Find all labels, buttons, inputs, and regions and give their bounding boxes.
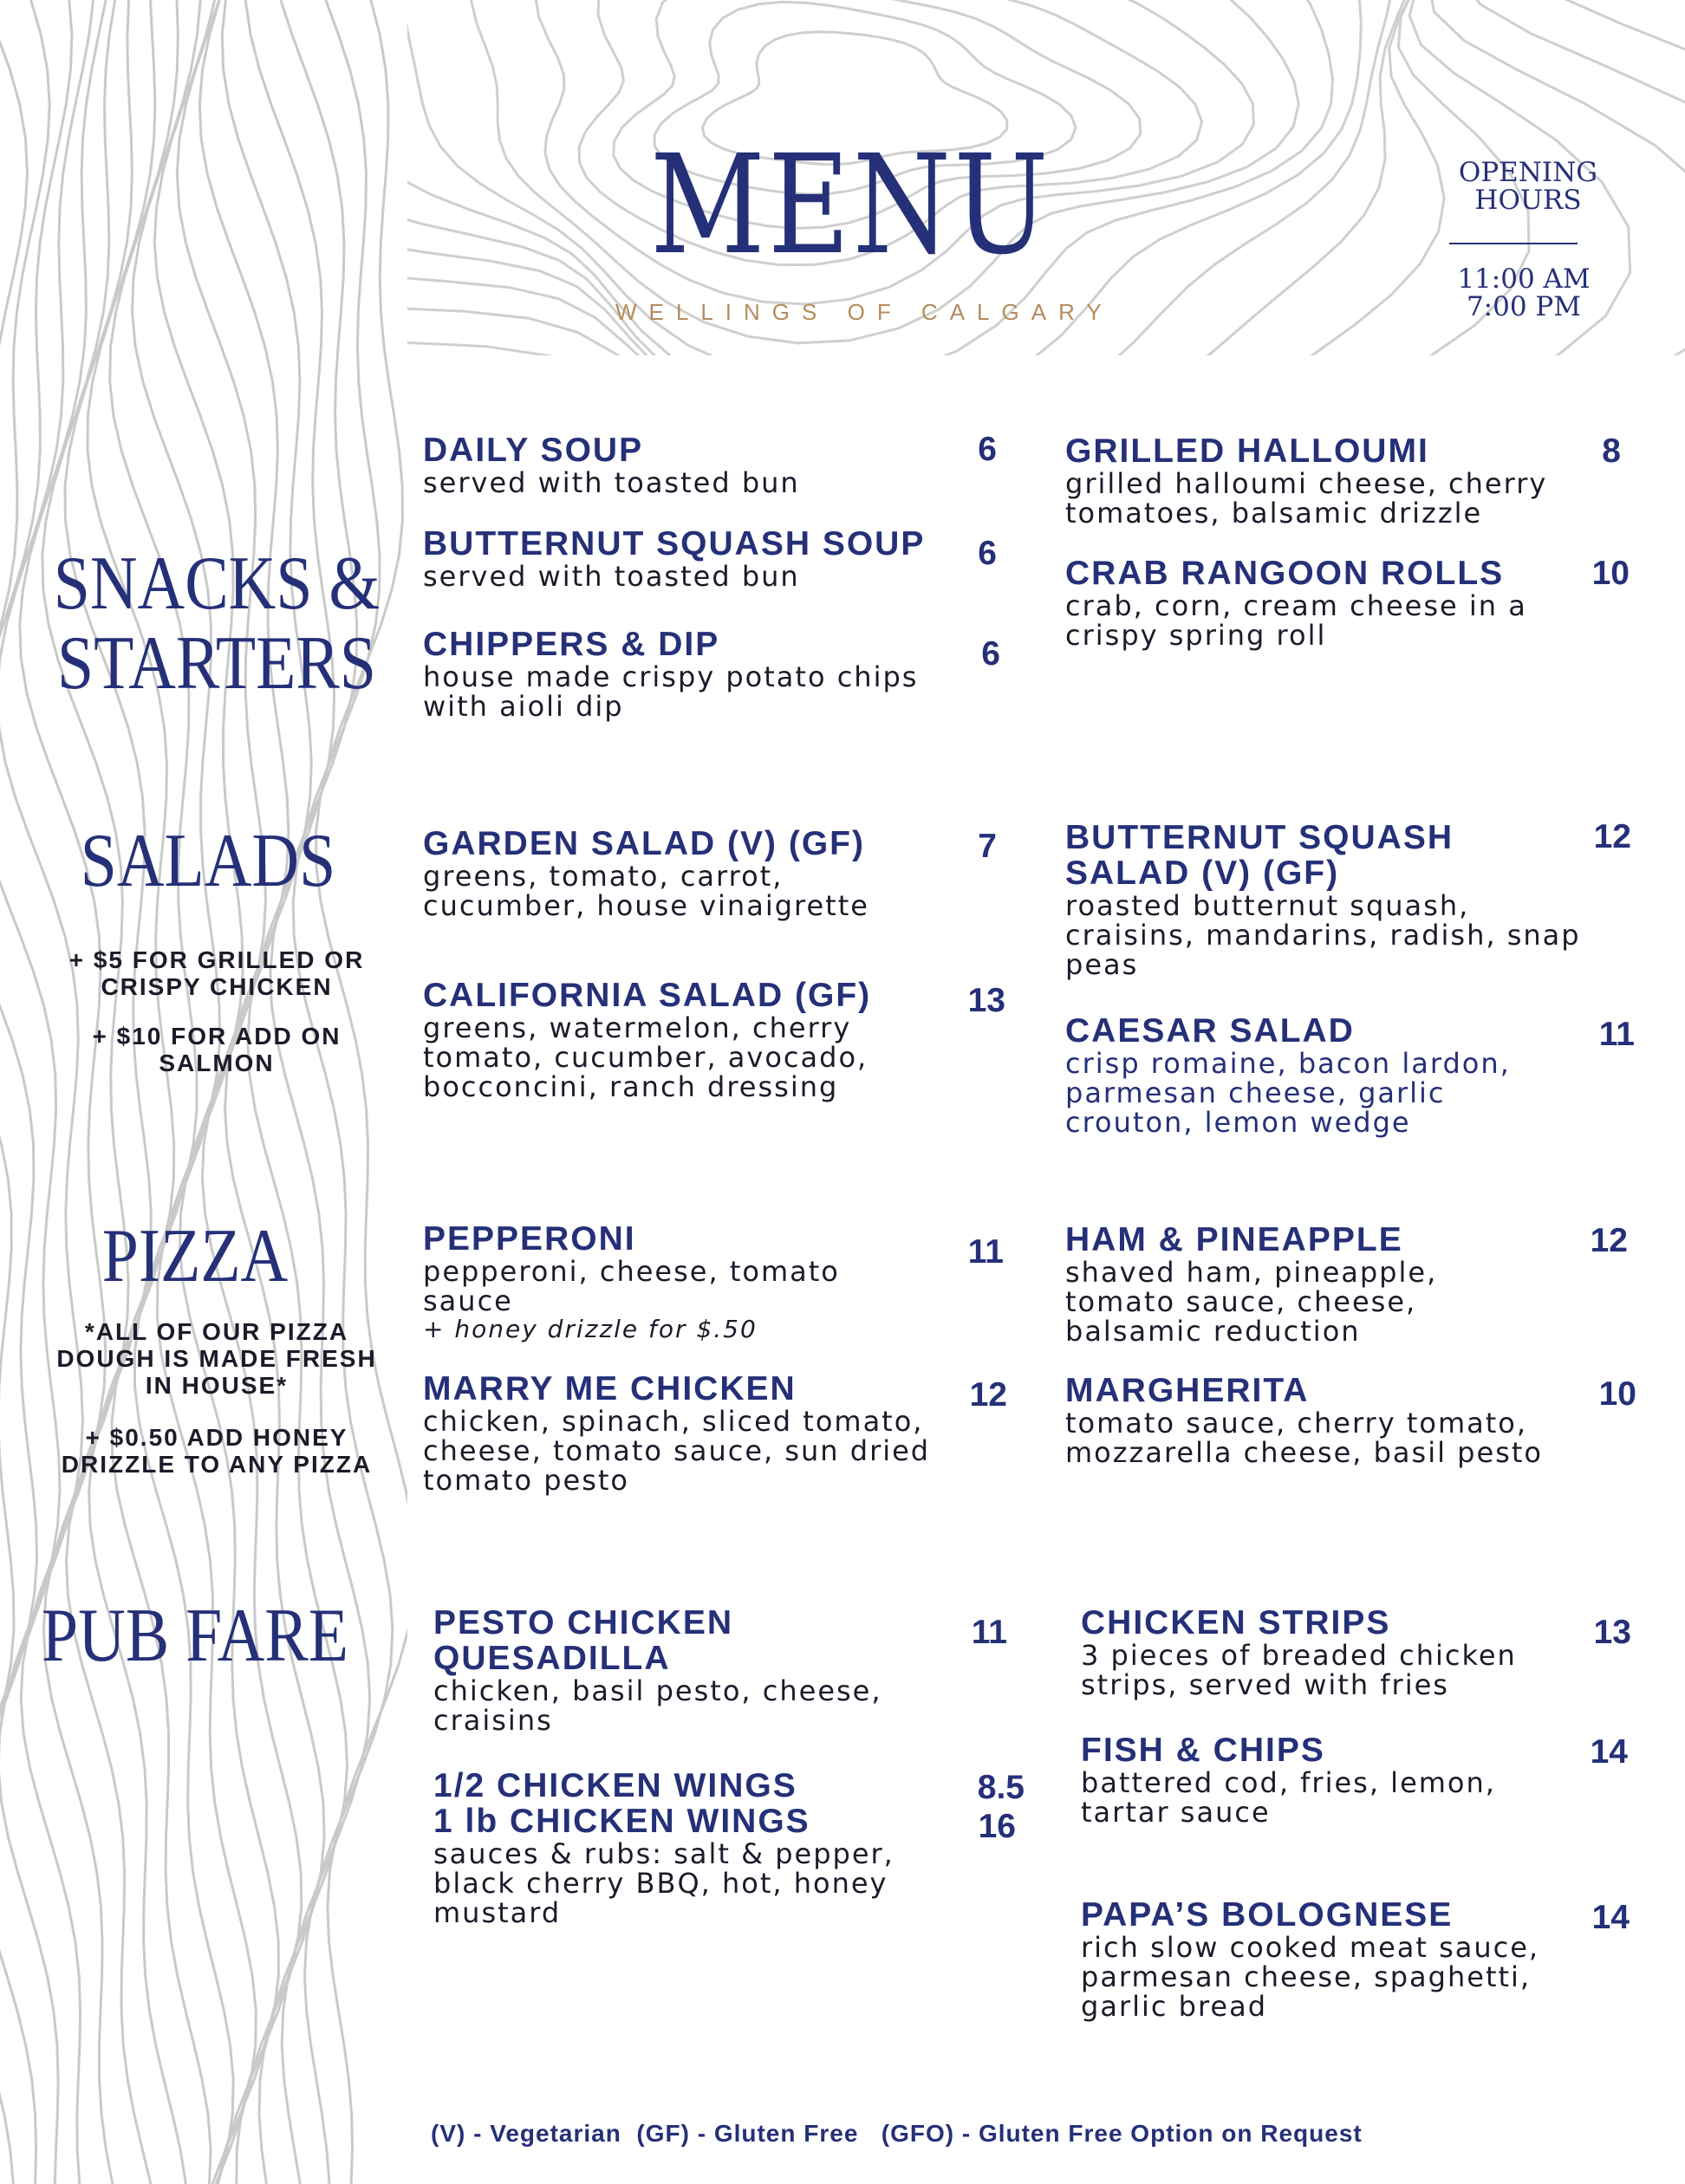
menu-item-margherita: MARGHERITA tomato sauce, cherry tomato, mozzarella cheese, basil pesto xyxy=(1065,1372,1543,1469)
pizza-note-honey: + $0.50 ADD HONEY DRIZZLE TO ANY PIZZA xyxy=(61,1424,373,1478)
price-chicken-strips: 13 xyxy=(1593,1614,1631,1651)
menu-item-caesar-salad: CAESAR SALAD crisp romaine, bacon lardon, parmesan cheese, garlic crouton, lemon wedge xyxy=(1065,1012,1511,1139)
price-butternut-squash-salad: 12 xyxy=(1593,818,1631,855)
opening-hours-label: OPENING HOURS xyxy=(1458,157,1598,216)
legend-vegetarian: (V) - Vegetarian xyxy=(431,2120,621,2147)
menu-item-chicken-strips: CHICKEN STRIPS 3 pieces of breaded chicken strips, served with fries xyxy=(1081,1604,1517,1701)
menu-item-butternut-squash-soup: BUTTERNUT SQUASH SOUP served with toasted bun xyxy=(423,525,926,593)
section-title-pub-fare: PUB FARE xyxy=(42,1594,348,1678)
menu-item-garden-salad: GARDEN SALAD (V) (GF) greens, tomato, carrot, cucumber, house vinaigrette xyxy=(423,825,869,922)
topographic-line xyxy=(0,0,49,2184)
menu-item-chippers-dip: CHIPPERS & DIP house made crispy potato chips with aioli dip xyxy=(423,626,919,723)
price-butternut-squash-soup: 6 xyxy=(978,535,997,572)
topographic-line xyxy=(0,0,94,2184)
price-garden-salad: 7 xyxy=(978,828,997,865)
menu-title: MENU xyxy=(650,126,1051,285)
price-chippers-dip: 6 xyxy=(981,635,1000,673)
price-caesar-salad: 11 xyxy=(1598,1016,1635,1053)
price-ham-pineapple: 12 xyxy=(1590,1222,1628,1259)
legend-gluten-free: (GF) - Gluten Free xyxy=(636,2120,859,2147)
price-margherita: 10 xyxy=(1598,1375,1636,1413)
pizza-note-dough: *ALL OF OUR PIZZA DOUGH IS MADE FRESH IN HOUSE* xyxy=(56,1318,377,1399)
menu-item-marry-me-chicken: MARRY ME CHICKEN chicken, spinach, sliced tomato, cheese, tomato sauce, sun dried tomato pesto xyxy=(423,1370,931,1497)
price-california-salad: 13 xyxy=(967,982,1005,1019)
salads-note-salmon: + $10 FOR ADD ON SALMON xyxy=(92,1023,342,1076)
menu-item-daily-soup: DAILY SOUP served with toasted bun xyxy=(423,432,800,499)
restaurant-name: WELLINGS OF CALGARY xyxy=(615,299,1114,325)
price-grilled-halloumi: 8 xyxy=(1602,432,1621,470)
menu-item-chicken-wings: 1/2 CHICKEN WINGS 1 lb CHICKEN WINGS sauces & rubs: salt & pepper, black cherry BBQ, hot, honey mustard xyxy=(433,1767,895,1929)
price-pesto-chicken-quesadilla: 11 xyxy=(971,1614,1007,1651)
legend-gluten-free-option: (GFO) - Gluten Free Option on Request xyxy=(881,2120,1363,2147)
section-title-pizza: PIZZA xyxy=(101,1214,289,1298)
menu-item-papas-bolognese: PAPA’S BOLOGNESE rich slow cooked meat sauce, parmesan cheese, spaghetti, garlic bread xyxy=(1081,1896,1540,2023)
menu-item-crab-rangoon-rolls: CRAB RANGOON ROLLS crab, corn, cream cheese in a crispy spring roll xyxy=(1065,555,1527,652)
dietary-legend xyxy=(431,2120,1363,2148)
menu-item-pesto-chicken-quesadilla: PESTO CHICKEN QUESADILLA chicken, basil pesto, cheese, craisins xyxy=(433,1604,882,1737)
price-fish-chips: 14 xyxy=(1590,1733,1628,1771)
salads-note-chicken: + $5 FOR GRILLED OR CRISPY CHICKEN xyxy=(68,946,365,1000)
hours-divider xyxy=(1449,243,1578,244)
menu-item-pepperoni: PEPPERONI pepperoni, cheese, tomato sauce + honey drizzle for $.50 xyxy=(423,1220,840,1343)
menu-item-ham-pineapple: HAM & PINEAPPLE shaved ham, pineapple, tomato sauce, cheese, balsamic reduction xyxy=(1065,1221,1438,1348)
price-full-chicken-wings: 16 xyxy=(978,1808,1016,1845)
price-daily-soup: 6 xyxy=(978,431,997,468)
menu-item-fish-chips: FISH & CHIPS battered cod, fries, lemon, tartar sauce xyxy=(1081,1732,1496,1829)
topographic-line xyxy=(293,0,393,2184)
price-crab-rangoon-rolls: 10 xyxy=(1591,555,1630,592)
opening-hours-times: 11:00 AM 7:00 PM xyxy=(1457,263,1591,322)
section-title-salads: SALADS xyxy=(80,819,336,903)
menu-item-grilled-halloumi: GRILLED HALLOUMI grilled halloumi cheese, cherry tomatoes, balsamic drizzle xyxy=(1065,432,1548,530)
menu-item-california-salad: CALIFORNIA SALAD (GF) greens, watermelon, cherry tomato, cucumber, avocado, bocconcini, ranch dressing xyxy=(423,977,872,1103)
topographic-line xyxy=(270,0,370,2184)
topographic-line xyxy=(65,0,151,2184)
price-half-chicken-wings: 8.5 xyxy=(977,1769,1025,1806)
topographic-line xyxy=(222,0,324,2184)
topographic-line xyxy=(88,0,185,2184)
section-title-snacks: SNACKS & STARTERS xyxy=(53,542,381,705)
menu-item-butternut-squash-salad: BUTTERNUT SQUASH SALAD (V) (GF) roasted butternut squash, craisins, mandarins, radish, snap peas xyxy=(1065,819,1581,981)
price-papas-bolognese: 14 xyxy=(1591,1899,1630,1936)
price-pepperoni: 11 xyxy=(967,1233,1004,1271)
price-marry-me-chicken: 12 xyxy=(969,1376,1007,1414)
